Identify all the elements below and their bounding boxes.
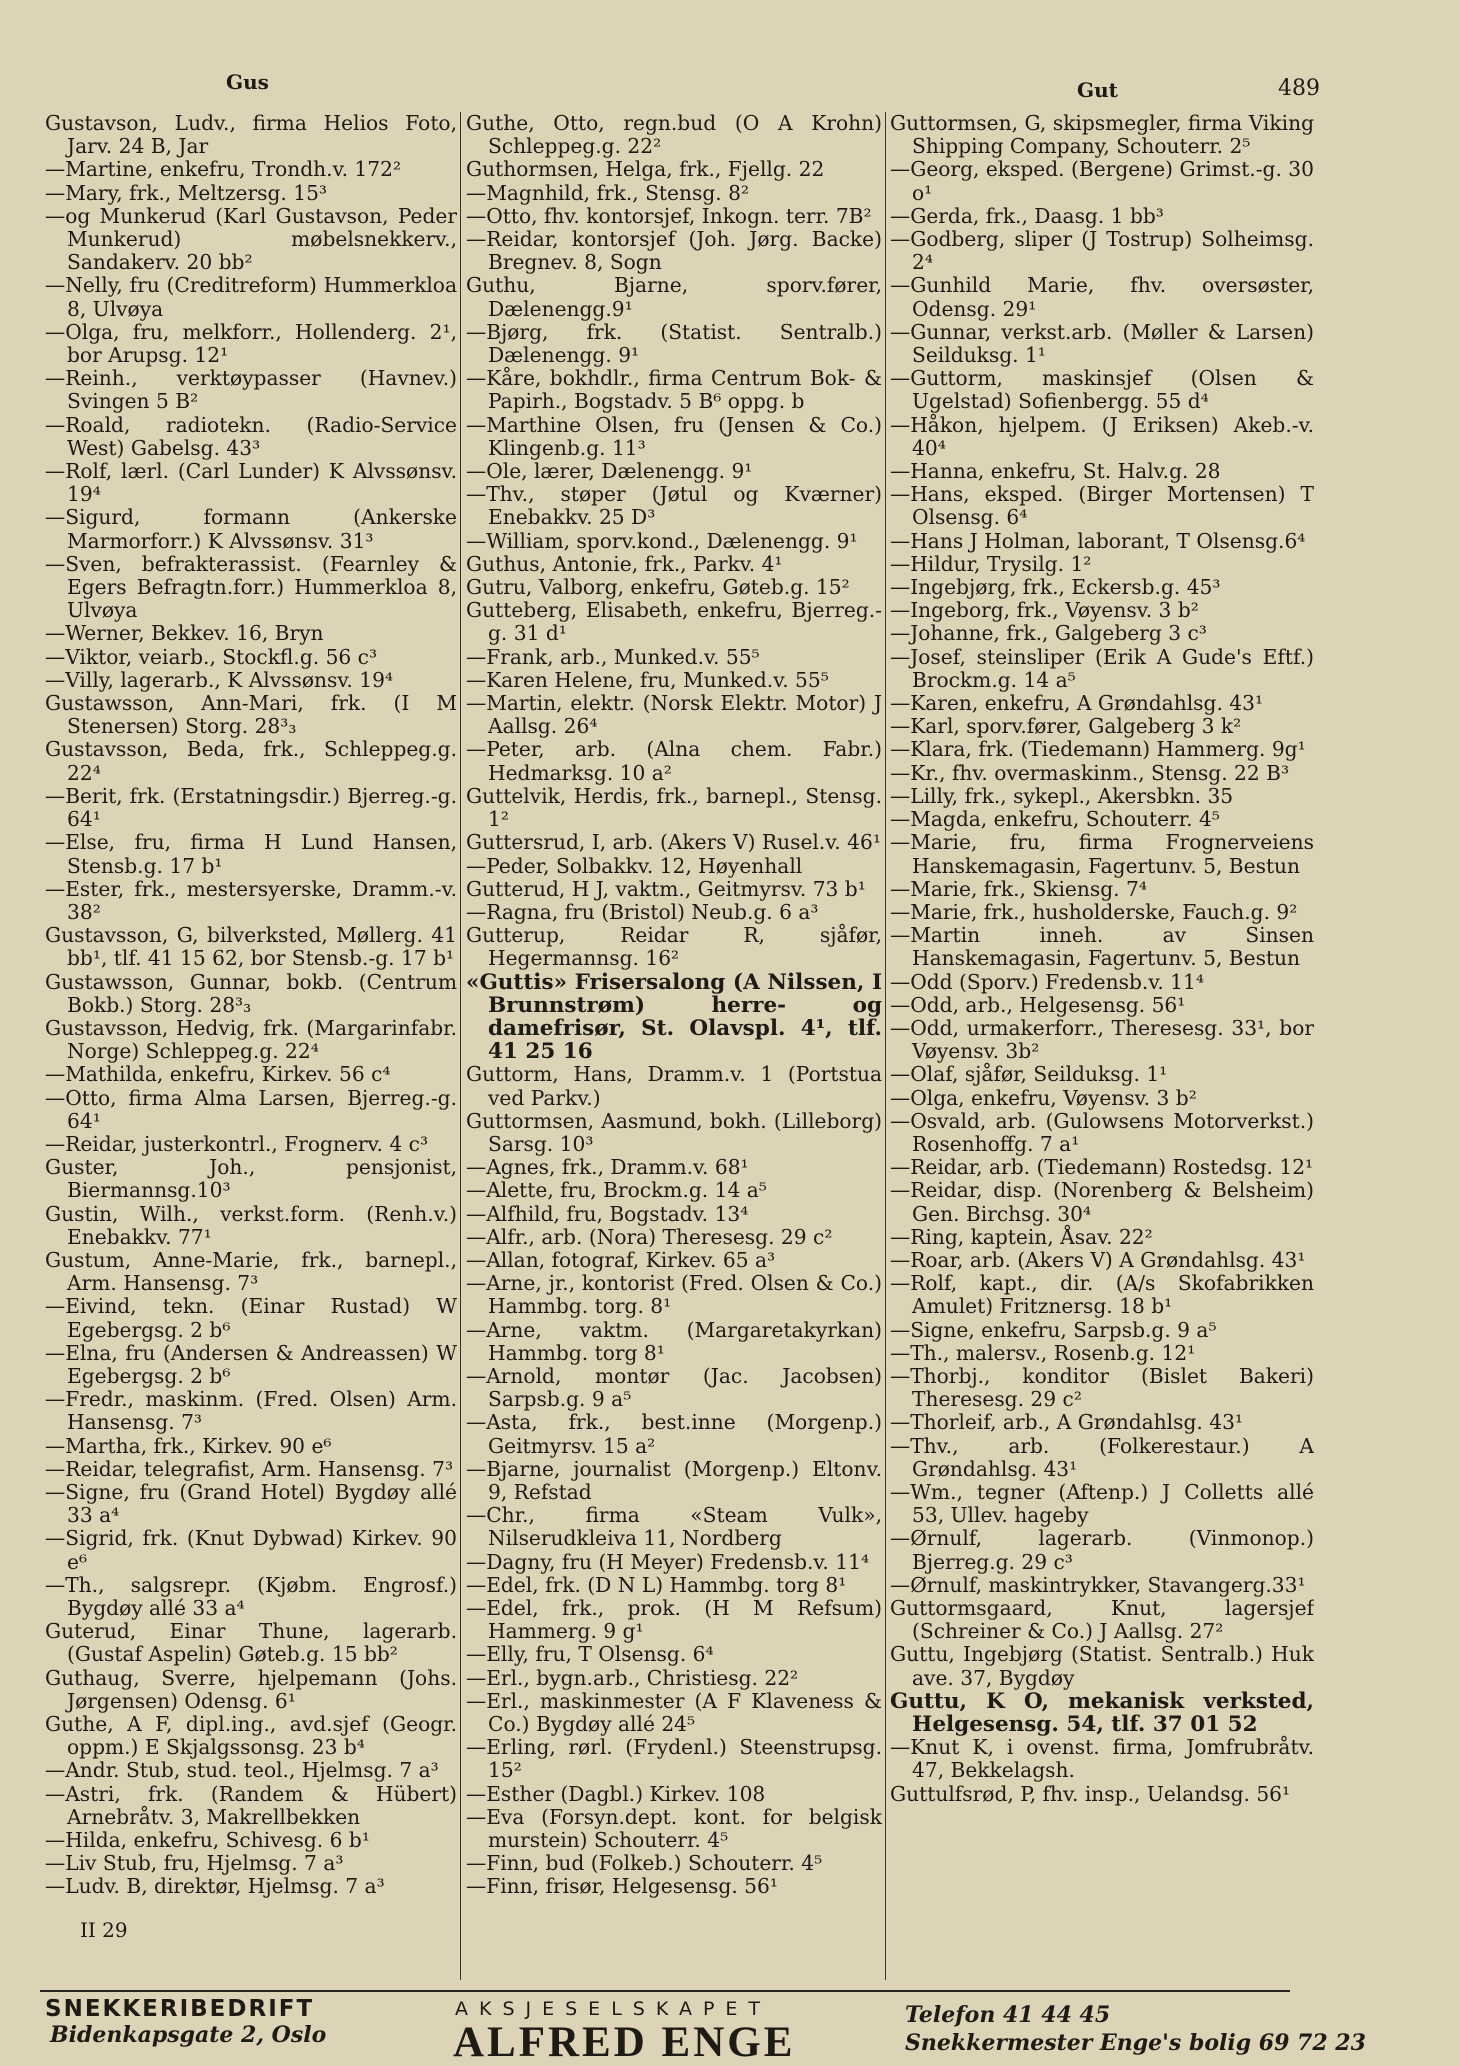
footer-left-address: Bidenkapsgate 2, Oslo [50,2022,327,2048]
directory-entry: —Mathilda, enkefru, Kirkev. 56 c⁴ [45,1062,391,1087]
directory-entry: Gutru, Valborg, enkefru, Gøteb.g. 15² [466,575,850,600]
directory-entry: Guthaug, Sverre, hjelpemann (Johs. Jørgensen) Odensg. 6¹ [45,1665,457,1713]
directory-entry: —Sigrid, frk. (Knut Dybwad) Kirkev. 90 e⁶ [45,1526,457,1574]
directory-entry: —Thv., støper (Jøtul og Kværner) Enebakkv. 25 D³ [466,482,882,530]
directory-entry: —Edel, frk. (D N L) Hammbg. torg 8¹ [466,1572,847,1597]
directory-entry: —Frank, arb., Munked.v. 55⁵ [466,644,760,669]
directory-entry: —Agnes, frk., Dramm.v. 68¹ [466,1155,749,1180]
directory-entry: —Martine, enkefru, Trondh.v. 172² [45,157,402,182]
directory-entry: —Gunnar, verkst.arb. (Møller & Larsen) Seilduksg. 1¹ [890,319,1314,368]
footer-home-phone: Snekkermester Enge's bolig 69 72 23 [905,2030,1366,2056]
directory-entry: —Viktor, veiarb., Stockfl.g. 56 c³ [45,644,378,669]
directory-entry: Gustum, Anne-Marie, frk., barnepl., Arm. Hansensg. 7³ [45,1247,457,1296]
directory-entry: «Guttis» Frisersalong (A Nilssen, I Brunnstrøm) herre- og damefrisør, St. Olavspl. 4¹, tlf. 41 25 16 [466,969,882,1065]
directory-entry: —Alfr., arb. (Nora) Theresesg. 29 c² [466,1224,833,1249]
directory-entry: —Thorbj., konditor (Bislet Bakeri) Theresesg. 29 c² [890,1363,1314,1412]
directory-entry: —Astri, frk. (Randem & Hübert) Arnebråtv. 3, Makrellbekken [45,1781,457,1829]
directory-entry: —Hans J Holman, laborant, T Olsensg.6⁴ [890,528,1306,553]
directory-entry: —Reidar, disp. (Norenberg & Belsheim) Gen. Birchsg. 30⁴ [890,1178,1314,1226]
directory-entry: —Elna, fru (Andersen & Andreassen) W Egebergsg. 2 b⁶ [45,1340,457,1388]
directory-entry: —Martha, frk., Kirkev. 90 e⁶ [45,1433,332,1458]
directory-entry: —Arnold, montør (Jac. Jacobsen) Sarpsb.g. 9 a⁵ [466,1363,882,1412]
directory-entry: —Ørnulf, lagerarb. (Vinmonop.) Bjerreg.g. 29 c³ [890,1526,1314,1574]
directory-entry: —Martin inneh. av Sinsen Hanskemagasin, Fagertunv. 5, Bestun [890,923,1314,971]
directory-entry: —Odd, arb., Helgesensg. 56¹ [890,992,1186,1017]
directory-entry: —Otto, fhv. kontorsjef, Inkogn. terr. 7B² [466,203,872,228]
directory-entry: Gustavsson, Beda, frk., Schleppeg.g. 22⁴ [45,737,457,785]
directory-entry: —Ring, kaptein, Åsav. 22² [890,1224,1153,1249]
directory-entry: Guster, Joh., pensjonist, Biermannsg.10³ [45,1155,457,1203]
directory-entry: —Sven, befrakterassist. (Fearnley & Egers Befragtn.forr.) Hummerkloa 8, Ulvøya [45,551,457,623]
directory-entry: Guttulfsrød, P, fhv. insp., Uelandsg. 56¹ [890,1781,1291,1806]
directory-entry: —Else, fru, firma H Lund Hansen, Stensb.g. 17 b¹ [45,830,457,878]
directory-entry: —William, sporv.kond., Dælenengg. 9¹ [466,528,858,553]
directory-entry: Gutteberg, Elisabeth, enkefru, Bjerreg.-g. 31 d¹ [466,598,882,646]
column-2 [466,112,882,1977]
directory-entry: Guthe, A F, dipl.ing., avd.sjef (Geogr. oppm.) E Skjalgssonsg. 23 b⁴ [45,1712,457,1760]
column-1 [45,112,457,1977]
directory-entry: Gustawsson, Ann-Mari, frk. (I M Stenersen) Storg. 28³₃ [45,691,457,739]
directory-entry: —Arne, jr., kontorist (Fred. Olsen & Co.) Hammbg. torg. 8¹ [466,1271,882,1319]
directory-entry: —Kr., fhv. overmaskinm., Stensg. 22 B³ [890,760,1290,785]
directory-entry: —Alfhild, fru, Bogstadv. 13⁴ [466,1201,749,1226]
directory-entry: —Signe, enkefru, Sarpsb.g. 9 a⁵ [890,1317,1217,1342]
directory-entry: —Erl., bygn.arb., Christiesg. 22² [466,1665,799,1690]
directory-entry: —Ole, lærer, Dælenengg. 9¹ [466,459,753,484]
directory-entry: —Hanna, enkefru, St. Halv.g. 28 [890,459,1221,484]
directory-entry: —Marie, frk., husholderske, Fauch.g. 9² [890,899,1298,924]
directory-entry: —Olga, fru, melkforr., Hollenderg. 2¹, bor Arupsg. 12¹ [45,319,457,368]
directory-entry: —Josef, steinsliper (Erik A Gude's Eftf.) Brockm.g. 14 a⁵ [890,644,1314,692]
directory-entry: —Th., salgsrepr. (Kjøbm. Engrosf.) Bygdøy allé 33 a⁴ [45,1572,457,1620]
directory-entry: —Dagny, fru (H Meyer) Fredensb.v. 11⁴ [466,1549,870,1574]
directory-entry: —Karen Helene, fru, Munked.v. 55⁵ [466,667,829,692]
directory-entry: —Magda, enkefru, Schouterr. 4⁵ [890,807,1220,832]
column-divider [460,112,461,1980]
directory-entry: —Thorleif, arb., A Grøndahlsg. 43¹ [890,1410,1244,1435]
directory-entry: —Knut K, i ovenst. firma, Jomfrubråtv. 47, Bekkelagsh. [890,1735,1314,1783]
directory-entry: —Reidar, justerkontrl., Frognerv. 4 c³ [45,1131,429,1156]
directory-entry: —Erling, rørl. (Frydenl.) Steenstrupsg. 15² [466,1735,882,1783]
directory-entry: Gustin, Wilh., verkst.form. (Renh.v.) Enebakkv. 77¹ [45,1201,457,1249]
directory-entry: —Guttorm, maskinsjef (Olsen & Ugelstad) Sofienbergg. 55 d⁴ [890,366,1314,414]
directory-entry: —Georg, eksped. (Bergene) Grimst.-g. 30 o¹ [890,157,1314,205]
directory-entry: Guttu, K O, mekanisk verksted, Helgesensg. 54, tlf. 37 01 52 [890,1688,1314,1738]
directory-entry: —Marie, fru, firma Frognerveiens Hanskemagasin, Fagertunv. 5, Bestun [890,830,1314,878]
footer-company-name: ALFRED ENGE [453,2019,796,2066]
directory-entry: —Martin, elektr. (Norsk Elektr. Motor) J Aallsg. 26⁴ [466,691,882,739]
directory-entry: —Ragna, fru (Bristol) Neub.g. 6 a³ [466,899,819,924]
directory-entry: —Werner, Bekkev. 16, Bryn [45,621,324,646]
directory-entry: —Hilda, enkefru, Schivesg. 6 b¹ [45,1828,370,1853]
directory-entry: —Erl., maskinmester (A F Klaveness & Co.) Bygdøy allé 24⁵ [466,1688,882,1737]
directory-entry: —Nelly, fru (Creditreform) Hummerkloa 8, Ulvøya [45,273,457,321]
directory-entry: —Ludv. B, direktør, Hjelmsg. 7 a³ [45,1874,385,1899]
directory-entry: Guthormsen, Helga, frk., Fjellg. 22 [466,157,825,182]
directory-entry: —Bjarne, journalist (Morgenp.) Eltonv. 9, Refstad [466,1456,882,1504]
directory-entry: —Finn, bud (Folkeb.) Schouterr. 4⁵ [466,1851,823,1876]
directory-entry: —Ester, frk., mestersyerske, Dramm.-v. 38² [45,876,457,924]
directory-entry: —Klara, frk. (Tiedemann) Hammerg. 9g¹ [890,737,1306,762]
directory-entry: —Godberg, sliper (J Tostrup) Solheimsg. 2⁴ [890,227,1314,275]
directory-entry: —Ørnulf, maskintrykker, Stavangerg.33¹ [890,1572,1306,1597]
directory-entry: —Thv., arb. (Folkerestaur.) A Grøndahlsg. 43¹ [890,1433,1314,1481]
directory-entry: —Gerda, frk., Daasg. 1 bb³ [890,203,1164,228]
directory-entry: Gustavsson, G, bilverksted, Møllerg. 41 bb¹, tlf. 41 15 62, bor Stensb.-g. 17 b¹ [45,923,457,971]
directory-entry: —Edel, frk., prok. (H M Refsum) Hammerg. 9 g¹ [466,1596,882,1644]
page-number: 489 [1278,76,1320,101]
directory-entry: —Asta, frk., best.inne (Morgenp.) Geitmyrsv. 15 a² [466,1410,882,1458]
directory-entry: —Finn, frisør, Helgesensg. 56¹ [466,1874,778,1899]
directory-entry: —Otto, firma Alma Larsen, Bjerreg.-g. 64¹ [45,1085,457,1133]
directory-entry: —Berit, frk. (Erstatningsdir.) Bjerreg.-g. 64¹ [45,783,457,832]
directory-entry: —Hildur, Trysilg. 1² [890,551,1092,576]
directory-entry: —Eva (Forsyn.dept. kont. for belgisk murstein) Schouterr. 4⁵ [466,1804,882,1853]
directory-entry: —Osvald, arb. (Gulowsens Motorverkst.) Rosenhoffg. 7 a¹ [890,1108,1314,1156]
directory-entry: —Reinh., verktøypasser (Havnev.) Svingen 5 B² [45,366,457,414]
footer-center-top: AKSJESELSKAPET [455,1998,772,2020]
directory-entry: —Liv Stub, fru, Hjelmsg. 7 a³ [45,1851,344,1876]
directory-entry: —Reidar, kontorsjef (Joh. Jørg. Backe) Bregnev. 8, Sogn [466,227,882,275]
directory-entry: —Kåre, bokhdlr., firma Centrum Bok- & Papirh., Bogstadv. 5 B⁶ oppg. b [466,366,882,414]
directory-entry: —Karl, sporv.fører, Galgeberg 3 k² [890,714,1242,739]
directory-entry: Guthe, Otto, regn.bud (O A Krohn) Schleppeg.g. 22² [466,112,882,159]
directory-entry: —Signe, fru (Grand Hotel) Bygdøy allé 33 a⁴ [45,1479,457,1528]
header-left-keyword: Gus [226,70,269,94]
directory-entry: —Hans, eksped. (Birger Mortensen) T Olsensg. 6⁴ [890,482,1314,530]
directory-entry: —Ingeborg, frk., Vøyensv. 3 b² [890,598,1199,623]
directory-entry: —Alette, fru, Brockm.g. 14 a⁵ [466,1178,767,1203]
directory-entry: —Marie, frk., Skiensg. 7⁴ [890,876,1147,901]
directory-entry: Gutterud, H J, vaktm., Geitmyrsv. 73 b¹ [466,876,866,901]
directory-entry: —Odd, urmakerforr., Theresesg. 33¹, bor Vøyensv. 3b² [890,1015,1314,1064]
directory-entry: —Allan, fotograf, Kirkev. 65 a³ [466,1247,776,1272]
directory-entry: Guttersrud, I, arb. (Akers V) Rusel.v. 46¹ [466,830,881,855]
header-right-keyword: Gut [1077,78,1118,102]
directory-entry: —Lilly, frk., sykepl., Akersbkn. 35 [890,783,1234,808]
directory-entry: —Johanne, frk., Galgeberg 3 c³ [890,621,1207,646]
directory-entry: —Olga, enkefru, Vøyensv. 3 b² [890,1085,1197,1110]
directory-entry: —Bjørg, frk. (Statist. Sentralb.) Dælenengg. 9¹ [466,319,882,368]
directory-entry: —Villy, lagerarb., K Alvssønsv. 19⁴ [45,667,394,692]
directory-entry: —Roar, arb. (Akers V) A Grøndahlsg. 43¹ [890,1247,1306,1272]
directory-entry: —Elly, fru, T Olsensg. 6⁴ [466,1642,714,1667]
directory-entry: —Odd (Sporv.) Fredensb.v. 11⁴ [890,969,1204,994]
directory-entry: Guttelvik, Herdis, frk., barnepl., Stensg. 1² [466,783,882,832]
directory-entry: —Sigurd, formann (Ankerske Marmorforr.) K Alvssønsv. 31³ [45,505,457,553]
column-3 [890,112,1314,1977]
directory-entry: Gutterup, Reidar R, sjåfør, Hegermannsg. 16² [466,923,882,971]
footer-divider [40,1990,1290,1992]
directory-entry: Gustavsson, Hedvig, frk. (Margarinfabr. Norge) Schleppeg.g. 22⁴ [45,1015,457,1064]
directory-entry: —Mary, frk., Meltzersg. 15³ [45,180,328,205]
directory-entry: Guttormsgaard, Knut, lagersjef (Schreiner & Co.) J Aallsg. 27² [890,1596,1314,1644]
signature-mark: II 29 [80,1918,128,1942]
directory-entry: —Rolf, kapt., dir. (A/s Skofabrikken Amulet) Fritznersg. 18 b¹ [890,1271,1314,1319]
column-divider [885,112,886,1980]
directory-entry: Gustawsson, Gunnar, bokb. (Centrum Bokb.) Storg. 28³₃ [45,969,457,1017]
directory-entry: —Marthine Olsen, fru (Jensen & Co.) Klingenb.g. 11³ [466,412,882,460]
directory-entry: —Roald, radiotekn. (Radio-Service West) Gabelsg. 43³ [45,412,457,460]
directory-entry: —Olaf, sjåfør, Seilduksg. 1¹ [890,1062,1168,1087]
directory-entry: —Arne, vaktm. (Margaretakyrkan) Hammbg. torg 8¹ [466,1317,882,1365]
directory-entry: —Håkon, hjelpem. (J Eriksen) Akeb.-v. 40⁴ [890,412,1314,460]
directory-entry: Guterud, Einar Thune, lagerarb. (Gustaf Aspelin) Gøteb.g. 15 bb² [45,1619,457,1667]
footer-left-title: SNEKKERIBEDRIFT [45,1996,315,2022]
directory-entry: Gustavson, Ludv., firma Helios Foto, Jarv. 24 B, Jar [45,112,457,159]
directory-entry: —Gunhild Marie, fhv. oversøster, Odensg. 29¹ [890,273,1314,321]
directory-entry: —Karen, enkefru, A Grøndahlsg. 43¹ [890,691,1264,716]
directory-entry: —Reidar, telegrafist, Arm. Hansensg. 7³ [45,1456,454,1481]
directory-entry: —Magnhild, frk., Stensg. 8² [466,180,750,205]
directory-entry: Guttormsen, Aasmund, bokh. (Lilleborg) Sarsg. 10³ [466,1108,882,1156]
directory-entry: —Andr. Stub, stud. teol., Hjelmsg. 7 a³ [45,1758,439,1783]
directory-entry: —Chr., firma «Steam Vulk», Nilserudkleiva 11, Nordberg [466,1503,882,1551]
directory-entry: Guttorm, Hans, Dramm.v. 1 (Portstua ved Parkv.) [466,1062,882,1110]
directory-entry: Guthu, Bjarne, sporv.fører, Dælenengg.9¹ [466,273,882,321]
directory-entry: —Wm., tegner (Aftenp.) J Colletts allé 53, Ullev. hageby [890,1479,1314,1528]
directory-entry: —Ingebjørg, frk., Eckersb.g. 45³ [890,575,1221,600]
directory-entry: —Eivind, tekn. (Einar Rustad) W Egebergsg. 2 b⁶ [45,1294,457,1342]
directory-entry: —Peter, arb. (Alna chem. Fabr.) Hedmarksg. 10 a² [466,737,882,785]
directory-entry: —Esther (Dagbl.) Kirkev. 108 [466,1781,766,1806]
directory-entry: —Reidar, arb. (Tiedemann) Rostedsg. 12¹ [890,1155,1314,1180]
directory-entry: —og Munkerud (Karl Gustavson, Peder Munkerud) møbelsnekkerv., Sandakerv. 20 bb² [45,203,457,275]
directory-entry: —Rolf, lærl. (Carl Lunder) K Alvssønsv. 19⁴ [45,459,457,507]
directory-entry: —Th., malersv., Rosenb.g. 12¹ [890,1340,1196,1365]
directory-entry: Guthus, Antonie, frk., Parkv. 4¹ [466,551,783,576]
directory-entry: —Peder, Solbakkv. 12, Høyenhall [466,853,803,878]
directory-entry: Guttu, Ingebjørg (Statist. Sentralb.) Huk ave. 37, Bygdøy [890,1642,1314,1690]
directory-entry: Guttormsen, G, skipsmegler, firma Viking Shipping Company, Schouterr. 2⁵ [890,112,1314,159]
directory-entry: —Fredr., maskinm. (Fred. Olsen) Arm. Hansensg. 7³ [45,1387,457,1435]
footer-phone: Telefon 41 44 45 [905,2002,1111,2028]
